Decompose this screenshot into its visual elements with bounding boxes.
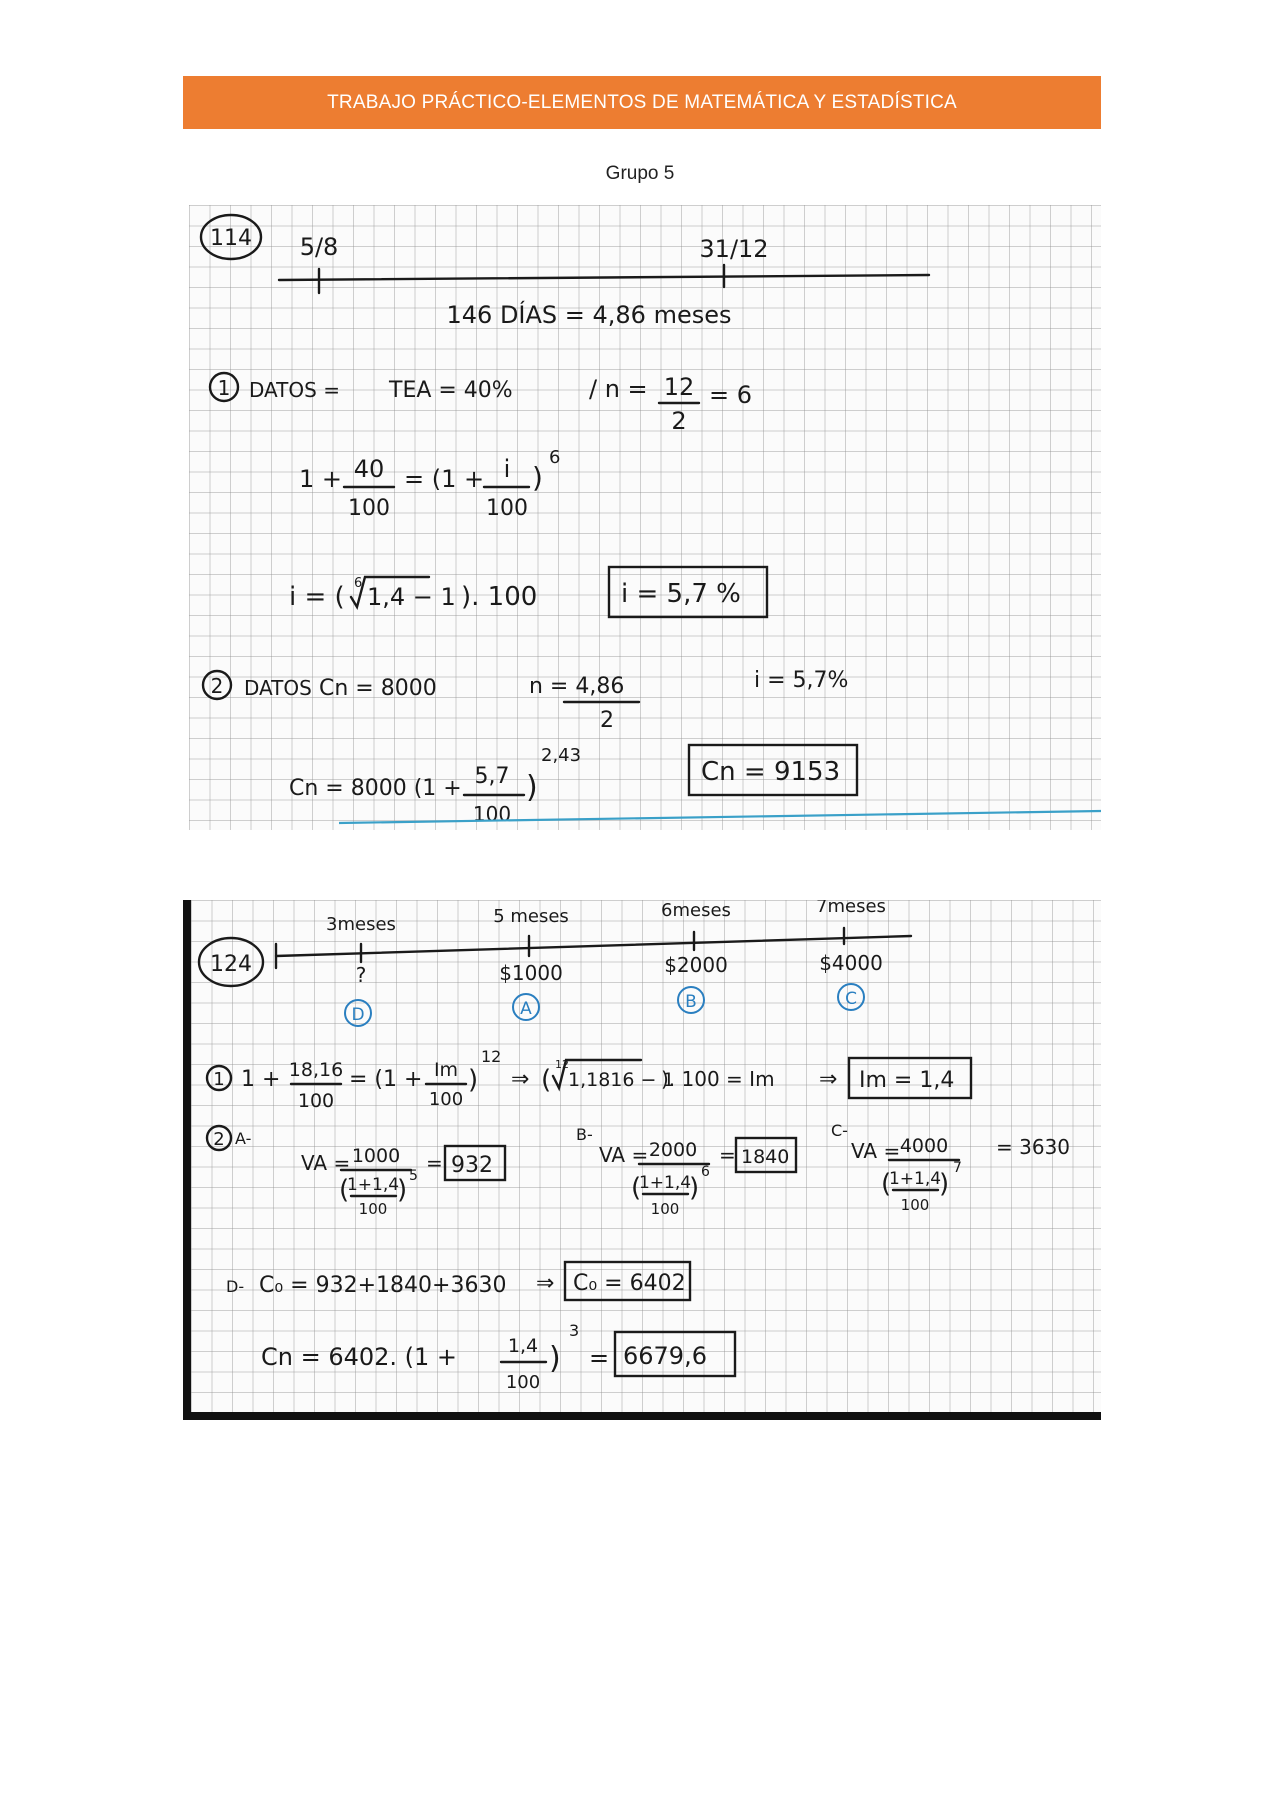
part1-root-expr: 1,1816 − 1 xyxy=(568,1069,675,1091)
part2-c-den-inner: 1+1,4 xyxy=(888,1169,942,1189)
eq-lhs-den: 100 xyxy=(348,496,390,521)
part1-label: 1 xyxy=(213,1069,225,1090)
part2-formula-exp: 2,43 xyxy=(541,745,582,766)
timeline-tag-4: C xyxy=(845,989,857,1009)
part2-b-answer: 1840 xyxy=(741,1146,790,1168)
part2-formula-close: ) xyxy=(526,770,538,805)
timeline-period-2: 5 meses xyxy=(493,906,569,927)
part2-b-exp: 6 xyxy=(701,1164,710,1180)
eq-rhs-num: i xyxy=(503,455,511,483)
part2-i-val: i = 5,7% xyxy=(754,668,849,693)
part1-label: 1 xyxy=(217,376,231,400)
notebook-page-114 xyxy=(189,205,1101,830)
part2-a-num: 1000 xyxy=(351,1145,401,1167)
problem-number: 124 xyxy=(210,952,252,977)
part1-rhs-num: Im xyxy=(433,1059,459,1081)
eq-close: ) xyxy=(532,461,543,494)
partd-sum-answer: C₀ = 6402 xyxy=(573,1271,686,1296)
part1-lhs-den: 100 xyxy=(297,1090,335,1112)
part2-c-label: C- xyxy=(831,1121,848,1140)
part2-formula-num: 5,7 xyxy=(474,764,510,789)
partd-cn-num: 1,4 xyxy=(507,1335,539,1357)
problem-124-solution xyxy=(191,900,1101,1412)
part2-cn: Cn = 8000 xyxy=(319,676,437,701)
part2-b-va: VA = xyxy=(599,1143,649,1167)
part2-a-exp: 5 xyxy=(409,1168,418,1184)
part2-label: 2 xyxy=(213,1129,225,1150)
part1-tea: TEA = 40% xyxy=(389,378,513,403)
timeline-tag-2: A xyxy=(520,999,532,1019)
part2-a-open: ( xyxy=(339,1175,350,1205)
partd-cn-exp: 3 xyxy=(569,1321,580,1340)
part2-c-close: ) xyxy=(939,1169,950,1199)
part2-c-num: 4000 xyxy=(899,1135,949,1157)
partd-label: D- xyxy=(226,1277,245,1296)
notebook-page-124 xyxy=(183,900,1101,1420)
part2-formula-den: 100 xyxy=(472,802,512,826)
partd-cn-den: 100 xyxy=(505,1372,541,1393)
part1-answer: Im = 1,4 xyxy=(859,1068,955,1093)
i-formula-right: ). 100 xyxy=(461,582,538,612)
timeline-period-3: 6meses xyxy=(661,900,731,921)
partd-cn-answer: 6679,6 xyxy=(623,1342,707,1370)
timeline-axis xyxy=(279,275,929,280)
partd-cn-close: ) xyxy=(549,1341,561,1376)
part2-a-va: VA = xyxy=(301,1151,351,1175)
part2-c-answer: = 3630 xyxy=(996,1135,1071,1159)
part2-a-den-sub: 100 xyxy=(358,1200,388,1218)
part1-open-paren: ( xyxy=(541,1065,552,1095)
timeline-tag-3: B xyxy=(685,992,697,1012)
timeline-amount-4: $4000 xyxy=(819,951,883,975)
timeline-amount-3: $2000 xyxy=(664,953,728,977)
part2-b-num: 2000 xyxy=(648,1139,698,1161)
part1-lhs-num: 18,16 xyxy=(288,1059,344,1081)
part2-a-eq: = xyxy=(426,1151,443,1175)
part1-n-num: 12 xyxy=(663,373,695,401)
timeline-period-1: 3meses xyxy=(326,914,396,935)
i-formula-left: i = ( xyxy=(289,582,345,612)
part2-n-den: 2 xyxy=(600,708,614,733)
radicand: 1,4 − 1 xyxy=(367,583,456,611)
part1-arrow1: ⇒ xyxy=(511,1067,530,1092)
part2-answer: Cn = 9153 xyxy=(701,757,841,787)
timeline-tag-1: D xyxy=(351,1005,365,1025)
part2-b-open: ( xyxy=(631,1173,642,1203)
problem-number: 114 xyxy=(210,226,252,251)
part2-b-label: B- xyxy=(576,1125,593,1144)
eq-rhs-den: 100 xyxy=(486,496,528,521)
partd-arrow: ⇒ xyxy=(536,1271,555,1296)
header-title: TRABAJO PRÁCTICO-ELEMENTOS DE MATEMÁTICA Y ESTADÍSTICA xyxy=(327,91,957,113)
part1-answer: i = 5,7 % xyxy=(621,579,741,609)
eq-mid: = (1 + xyxy=(404,465,485,493)
group-label: Grupo 5 xyxy=(605,163,675,184)
part1-root-index: 12 xyxy=(555,1058,569,1071)
part2-b-close: ) xyxy=(689,1173,700,1203)
eq-lhs-num: 40 xyxy=(353,455,385,483)
start-date: 5/8 xyxy=(299,233,339,261)
part2-data-label: DATOS xyxy=(244,676,312,700)
partd-cn-left: Cn = 6402. (1 + xyxy=(261,1343,458,1371)
timeline-amount-1: ? xyxy=(355,963,367,987)
part2-formula-left: Cn = 8000 (1 + xyxy=(289,776,462,801)
timeline-amount-2: $1000 xyxy=(499,961,563,985)
days-line: 146 DÍAS = 4,86 meses xyxy=(446,301,732,329)
part2-c-den-sub: 100 xyxy=(900,1196,930,1214)
part2-c-exp: 7 xyxy=(953,1160,962,1176)
part1-close: ) xyxy=(468,1065,479,1095)
part2-a-label: A- xyxy=(235,1129,252,1148)
part1-data-label: DATOS = xyxy=(249,378,340,402)
eq-exp: 6 xyxy=(549,447,561,468)
timeline-period-4: 7meses xyxy=(816,900,886,917)
part2-a-den-inner: 1+1,4 xyxy=(346,1175,400,1195)
part1-rhs-den: 100 xyxy=(428,1089,464,1110)
part2-a-answer: 932 xyxy=(451,1153,493,1178)
teal-margin-line xyxy=(339,811,1101,823)
part2-a-close: ) xyxy=(397,1175,408,1205)
partd-sum: C₀ = 932+1840+3630 xyxy=(259,1273,507,1298)
header-bar xyxy=(183,76,1101,129)
end-date: 31/12 xyxy=(699,235,769,263)
part1-tail: ). 100 = Im xyxy=(661,1067,775,1091)
part1-mid: = (1 + xyxy=(349,1067,423,1092)
part1-lhs: 1 + xyxy=(241,1067,281,1092)
part2-c-va: VA = xyxy=(851,1139,901,1163)
part1-exp: 12 xyxy=(481,1047,502,1066)
part2-c-open: ( xyxy=(881,1169,892,1199)
eq-lhs-one: 1 + xyxy=(299,465,343,493)
part1-arrow2: ⇒ xyxy=(819,1067,838,1092)
part1-n-den: 2 xyxy=(671,407,687,435)
partd-cn-eq: = xyxy=(589,1344,610,1372)
root-index: 6 xyxy=(354,576,363,591)
timeline-axis xyxy=(276,936,911,956)
part2-b-den-inner: 1+1,4 xyxy=(638,1173,692,1193)
part2-label: 2 xyxy=(210,674,224,698)
problem-114-solution xyxy=(189,205,1101,830)
part1-n-result: = 6 xyxy=(709,381,753,409)
part2-n-top: n = 4,86 xyxy=(529,674,625,699)
part1-n-prefix: / n = xyxy=(589,375,648,403)
part2-b-eq: = xyxy=(719,1143,736,1167)
part2-b-den-sub: 100 xyxy=(650,1200,680,1218)
